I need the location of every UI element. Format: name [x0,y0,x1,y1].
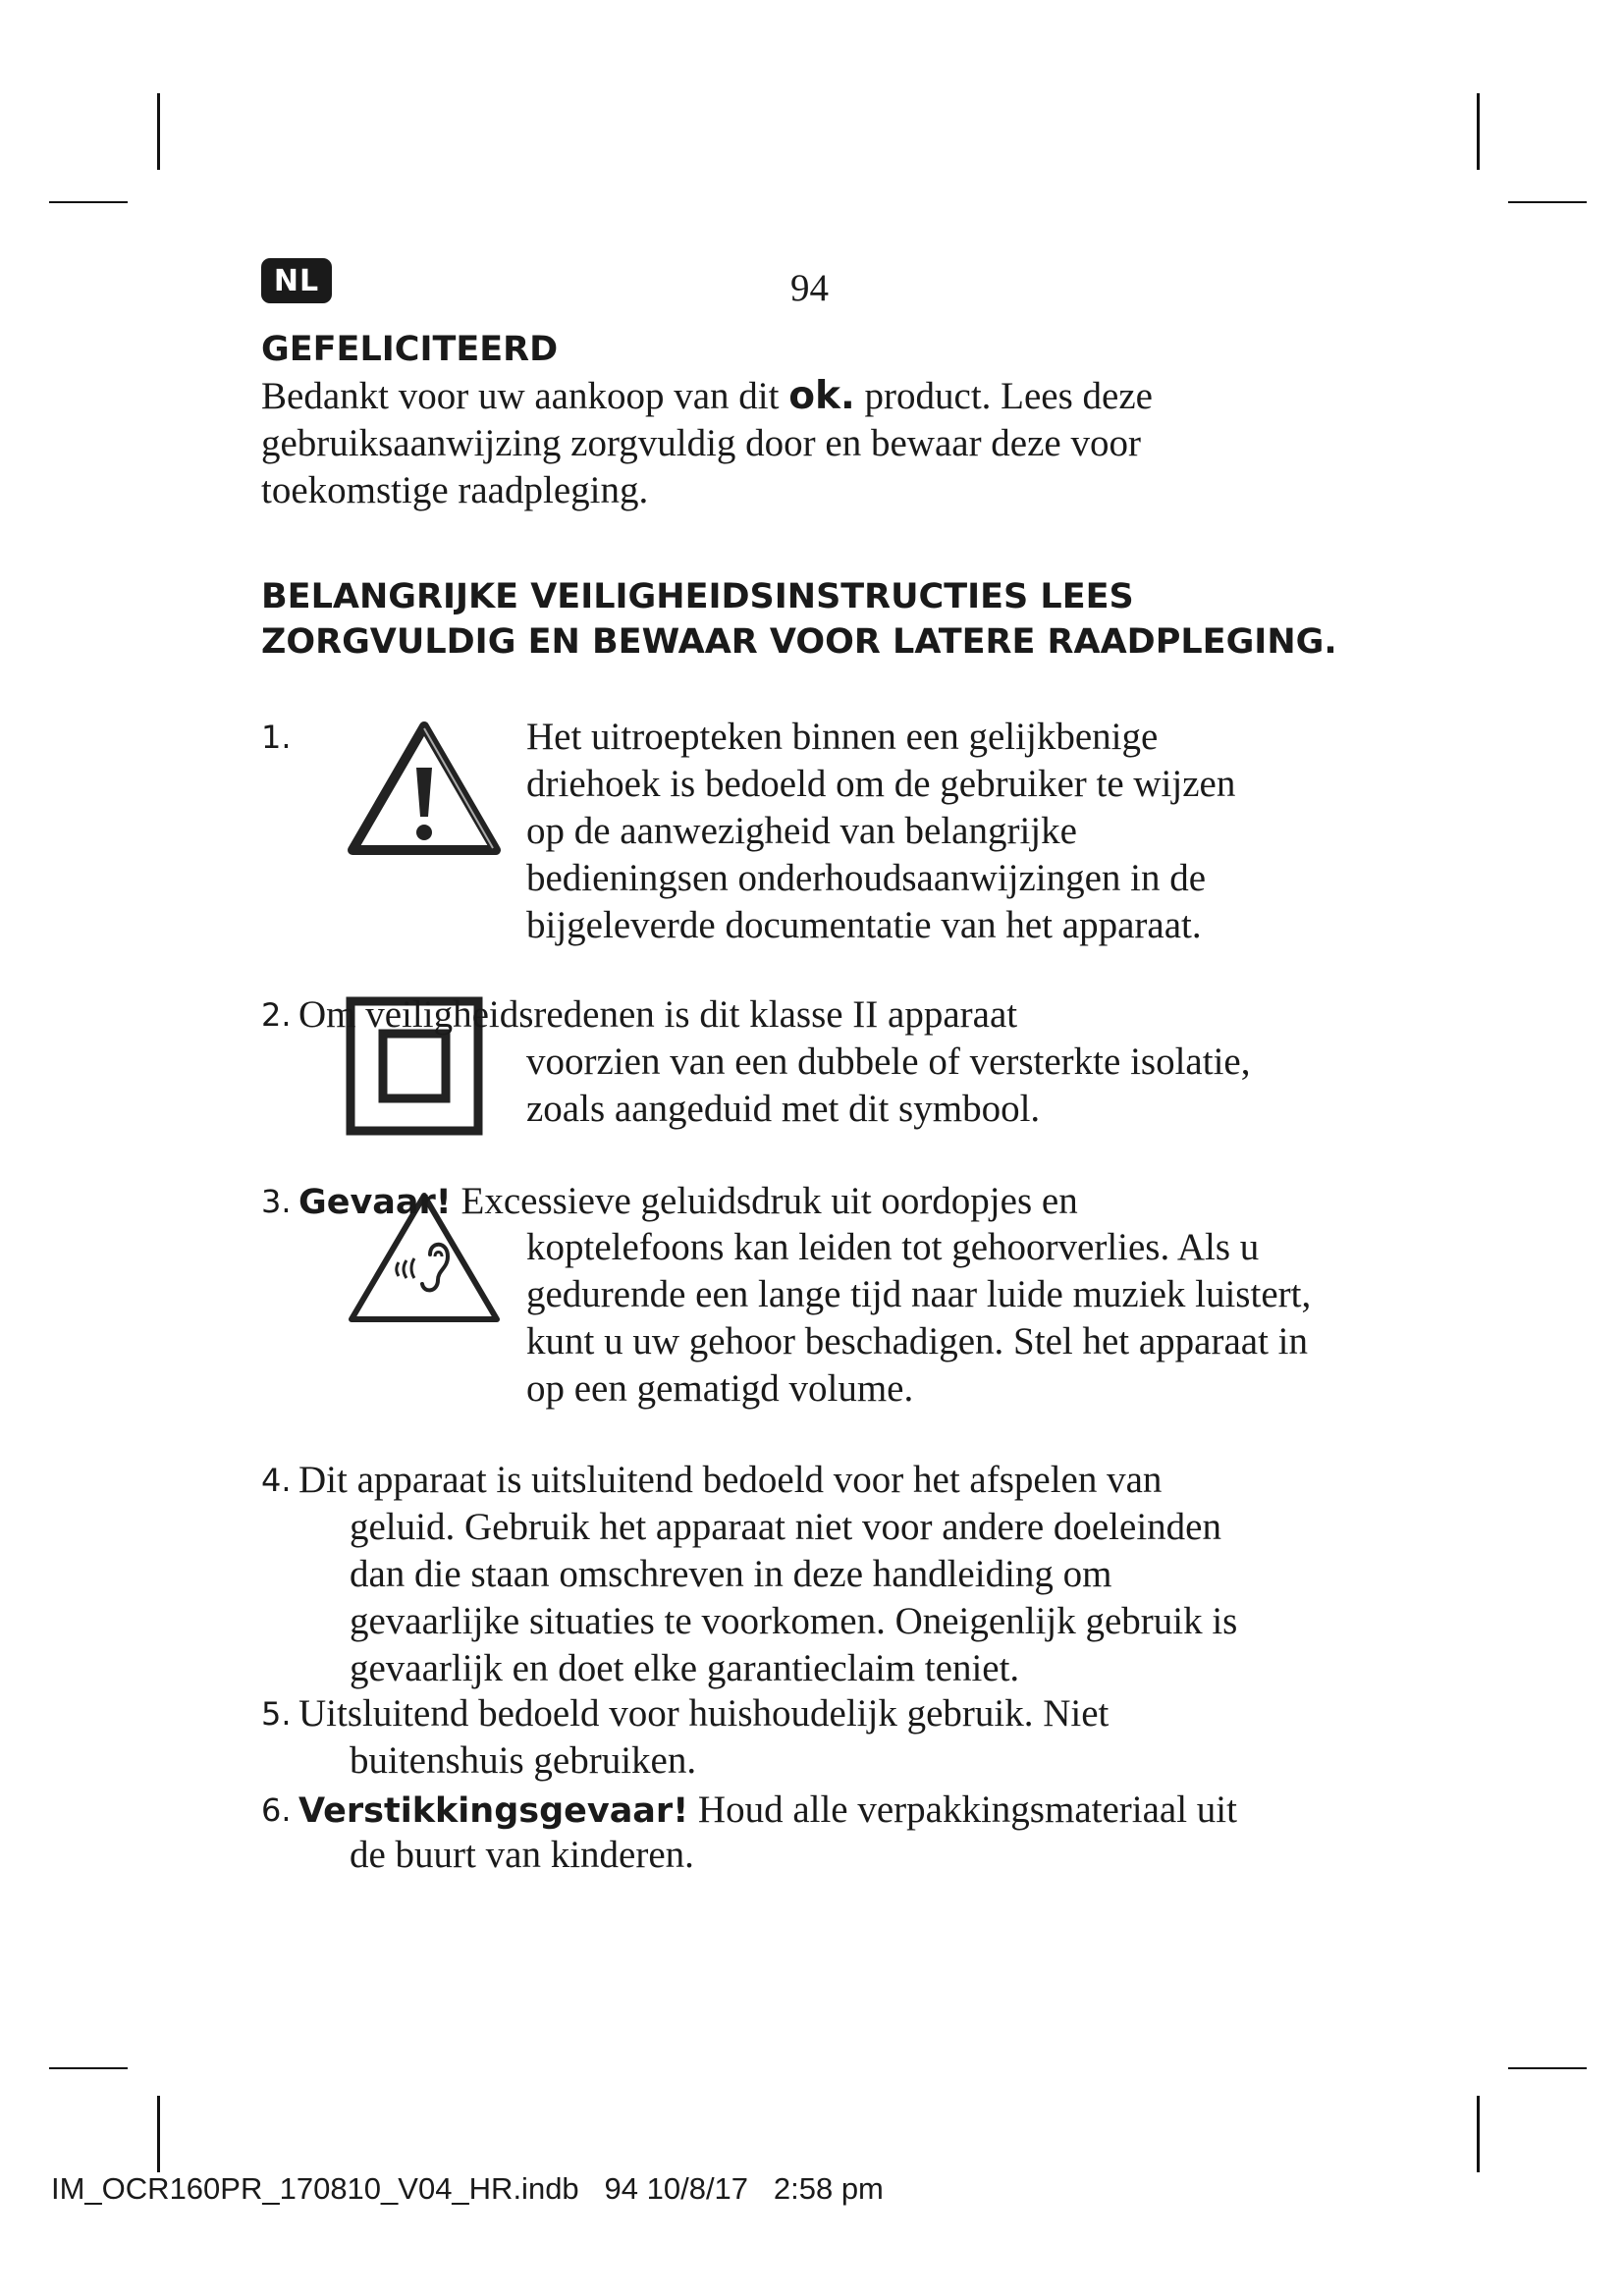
item-3-number: 3. [261,1183,292,1220]
item-1-line: bijgeleverde documentatie van het apparaat. [526,904,1202,946]
item-3-line: kunt u uw gehoor beschadigen. Stel het apparaat in [526,1320,1309,1362]
suffocation-danger-label: Verstikkingsgevaar! [298,1791,689,1831]
safety-heading [261,574,1337,665]
item-4-number: 4. [261,1462,292,1499]
item-4-line: gevaarlijk en doet elke garantieclaim teniet. [350,1647,1020,1689]
brand-name: ok. [788,374,855,418]
safety-heading-line-2: ZORGVULDIG EN BEWAAR VOOR LATERE RAADPLEGING. [261,622,1337,662]
warning-triangle-icon [346,719,503,858]
item-1-text [526,714,1235,949]
crop-mark [1477,2096,1480,2172]
item-5-first-line: Uitsluitend bedoeld voor huishoudelijk gebruik. Niet [298,1692,1110,1735]
crop-mark [157,93,160,170]
print-slug: IM_OCR160PR_170810_V04_HR.indb 94 10/8/17 2:58 pm [51,2171,884,2206]
safety-heading-line-1: BELANGRIJKE VEILIGHEIDSINSTRUCTIES LEES [261,577,1134,616]
language-badge: NL [261,258,332,303]
item-3-line: op een gematigd volume. [526,1367,914,1410]
item-1-line: bedieningsen onderhoudsaanwijzingen in de [526,857,1207,899]
item-5-line: buitenshuis gebruiken. [350,1739,697,1782]
intro-line-3: toekomstige raadpleging. [261,469,649,511]
danger-label: Gevaar! [298,1183,452,1222]
crop-mark [1508,201,1587,203]
item-6-first-line: Verstikkingsgevaar! Houd alle verpakkingsmateriaal uit [298,1789,1237,1831]
crop-mark [1477,93,1480,170]
item-3-line: koptelefoons kan leiden tot gehoorverlies. Als u [526,1226,1260,1268]
page-number: 94 [790,267,829,309]
item-2-line: voorzien van een dubbele of versterkte isolatie, [526,1041,1251,1083]
intro-title: GEFELICITEERD [261,330,559,369]
item-1-line: op de aanwezigheid van belangrijke [526,810,1077,852]
item-3-line: gedurende een lange tijd naar luide muziek luistert, [526,1273,1312,1315]
item-4-line: dan die staan omschreven in deze handleiding om [350,1553,1112,1595]
crop-mark [1508,2067,1587,2069]
item-4-first-line: Dit apparaat is uitsluitend bedoeld voor het afspelen van [298,1459,1163,1501]
item-1-line: driehoek is bedoeld om de gebruiker te wijzen [526,763,1236,805]
item-3-first-line: Gevaar! Excessieve geluidsdruk uit oordopjes en [298,1180,1078,1222]
item-4-line: geluid. Gebruik het apparaat niet voor andere doeleinden [350,1506,1221,1548]
item-2-first-line: Om veiligheidsredenen is dit klasse II apparaat [298,993,1018,1036]
item-4-line: gevaarlijke situaties te voorkomen. Oneigenlijk gebruik is [350,1600,1238,1642]
crop-mark [49,201,128,203]
item-2-number: 2. [261,996,292,1034]
item-6-number: 6. [261,1791,292,1829]
intro-line-2: gebruiksaanwijzing zorgvuldig door en bewaar deze voor [261,422,1141,464]
item-2-text [526,1039,1250,1133]
item-6-line: de buurt van kinderen. [350,1834,694,1876]
item-4-text [350,1504,1237,1692]
crop-mark [49,2067,128,2069]
item-3-text [526,1224,1311,1413]
intro-paragraph [261,373,1153,514]
crop-mark [157,2096,160,2172]
item-1-line: Het uitroepteken binnen een gelijkbenige [526,716,1159,758]
item-5-number: 5. [261,1695,292,1733]
intro-line-1: Bedankt voor uw aankoop van dit ok. product. Lees deze [261,374,1153,418]
item-1-number: 1. [261,719,292,756]
item-2-line: zoals aangeduid met dit symbool. [526,1088,1041,1130]
